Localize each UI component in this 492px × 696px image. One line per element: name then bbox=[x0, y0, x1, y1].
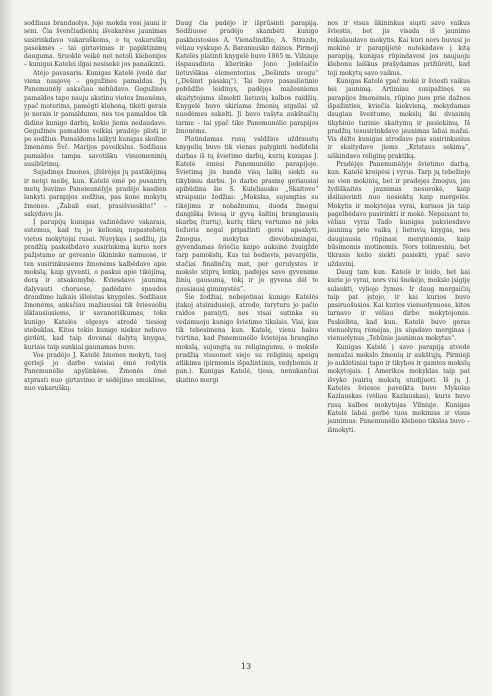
paragraph: Daug tam kun. Katelė ir leido, bet kai kurie jo vyrai, nors visi šnekėjo, mokslo įsigiję sulaukti, vyliojo žymes. Ir daug mergaičių taip pat įstojo, ir kai kurios buvo pasiruošusios. Kai kurios vienuolynuose, kitos tarnavo ir vėliau dirbo mokytojomis. Paskelbta, kad kun. Katelė buvo geras vienuolynų rėmėjas, jis siųsdavo merginas į vienuolynus „Tebūnie jaunimas mokytas“. bbox=[327, 268, 470, 343]
column-middle bbox=[176, 20, 319, 656]
paragraph: Vos pradėjo J. Katelė žmones mokyti, tuoj gerieji jo darbo vaisiai ėmė rodytis Panemunėlio apylinkėse. Žmonės ėmė atprasti nuo girtavimo ir sėdėjimo smuklėse, nuo vakaruškų. bbox=[24, 351, 167, 393]
paragraph: Platindamas rusų valdžios uždraustų knygelių buvo tik vienas palyginti nedidelis darbas iš tų švietimo darbų, kurių kunigas J. Katelė ėmėsi Panemunėlio parapijoje. Švietimą jis bandė visų laikų siekti su tikybiniu darbu. Jo darbo prasmę geriausiai apibūdina šie S. Kuleliausko „Skaitovo“ straipsnio žodžiai: „Mokslas, sujungtas su tikėjimu ir nobažnumu, duoda žmogui dangišką šviesą ir gyvą šaltinį brangiausių skarbų (turtų), kurių tikrų vertumo nė joks liežuvis negal pripažinti gerai apsakyti. Žmogus, mokytas dievobaimingai, gyvendamas šviečia kaipo auksinė žvaigždė tarp pamokslų. Kas tai bedievis, pavargėlis, stačiai finalinčių mat, per gerulystes ir mokslo stiprų lenkų, padėjęs savo gyvenime žinių gausumą, tokį ir jo gyvena dėl to gausiausį giminystės“. bbox=[175, 136, 319, 293]
paragraph: Į parapijų kunigas važinėdavo vakarais, sutemus, kad tų jo kelionių nepastebėtų vietos mokytojai rusai. Nuvykęs į sodžių, jis pradžią paskelbdavo susirinkimą kurio nors pažįstamo ar geresnio ūkininko namuose, ir ten susirinkusiems žmonėms kalbėdavo apie mokslą, kaip gyventi, o paskui apie tikėjimą, dorą ir atsakomybę. Kviesdavo jaunimą dalyvauti choruose, padėdavo spaudos draudimo laikais išleistas knygeles. Sodžiaus žmonėms, anksčiau mažiausiai tik šviesuolių išklausiusiems, ir savanoriškumas, toks kunigo Katelės elgesys atrodė tiesiog stebuklas. Kitos tokio kunigo niekur nebuvo girdėti, kad taip dovanai dalytų knygas, kuriais taip sunkiai gaunamas buvo. bbox=[24, 219, 167, 351]
paragraph: Sujudinęs žmones, įžiūrėjęs jų pastikėjimą ir netgi meilę, kun. Katelė ėmė po pusantrų metų buvimo Panemunėlyje pradėjo kasdien lankyti parapijos sodžius, pas kone mokytų žmones. „Žabali esat, prasišvieskite!“ – sakydavo jis. bbox=[24, 169, 167, 218]
text-columns bbox=[24, 20, 470, 656]
column-right bbox=[327, 20, 470, 656]
paragraph: Daug čia padėjo ir išprūsinti parapiją. Sodžiuose pradėjo skambėti kunigo paskleistosios A. Vienažindžio, A. Strazdo, vėliau vyskupo A. Baranausko dainos. Pirmoji Katelės platinti knygelė buvo 1865 m. Vilniuje išspausdinta klierinko Jono Jodelaičio lietuviškas elementorius „Dešimts uvogu“ („Dešimt pasakų“). Tai buvo pasaulietinio pobūdžio leidinys, padėjęs mažesniems skaitytojams išmokti lietuvių kalbos raidžių. Knygelė buvo skiriama žmonių atgailai už nuodėmes sukelti. Ji buvo rašyta aukštaičių tarme – tai ypač tiko Panemunėlio parapijos žmonėms. bbox=[175, 20, 319, 135]
paragraph: Pradėjęs Panemunėlyje švietimo darbą, kun. Katelė kreipėsi į vyrus. Tarp jų tebežiojo ne vien mokinių, bet ir pradėjęs žmogus, jau žydiškaitės jaunimas nesuvokė, kaip išsilaisvinti nuo nesiektų kaip mergelės. Mokytis ir mokytojas vyrai, kuriuos jis taip pagelbėdavo pasirinkti ir mokė. Nepaisant to, vėliau vyrai Tado kunigas pakviesdavo jaunimą prie vaikų į lietuvių knygas, nes daugiausia rūpinasi merginomis, kaip būsimomis motinomis. Nors tolimesniu, bet tikrasis kelio siekti pasiekti, ypač savo uždavinį. bbox=[327, 161, 470, 268]
paragraph: Kunigas Katelė ypač mokė ir šviesti vaikus bei jaunimą. Artimiau susipažinęs su parapijos žmonėmis, rūpino juos prie dažnos išpažinties, kviečia kiekvieną, mokydamas daugiau šventumo, mokslų iki dvasinių tikybinio turinio skaitymų ir pasiekimų. Iš pradžių tesusirinkdavo jaunimas labai mažai. Vis dėlto kunigas atrodavo pas susirinkusius ir skaitydavo jiems „Kristaus sekimą“, aiškindavo religinę praktiką. bbox=[327, 78, 470, 160]
column-left bbox=[24, 20, 167, 656]
paragraph: sodžiaus branduolys. Joje mokda vosi jauni ir seni. Čia švenčiadienių išvakarėse jaunimas susirinkdavo vakaruškoms, o tų vakaruškų pasekmės – tai girtavimas ir papiktinimų dauguma. Sruoklė veikė net netoli klebonijos – kunigui Katelei ilgai nesisekė jos panaikinti. bbox=[24, 20, 167, 69]
paragraph: Kunigas Katelė į savo parapiją atvedė nemažai mokslo žmonių ir aukštųjų. Pirmieji jo auklėtiniai tapo ir tikybos ir gamtos mokslų mokytojais. Į Amerikos mokyklas taip pat išvyko įvairių mokslų studijuoti. Iš jų J. Katelės šviesos paveikta buvo Mykolas Kazlauskas (vėliau Kazlauskas), kuris buvo rusų kalbos mokytojas Vilniuje. Kunigas Katelė labai gerbė tuos mokinius ir visus jaunimus: Panemunėlio klebono tikslas buvo – išmokyti. bbox=[327, 343, 470, 434]
paragraph: Šie žodžiai, nebejotinai kunigo Katelės įtakoj atsiradusieji, atrodo, taryturu jo pačio raidos paraiyti, nes visai sutinka su vedamuoju kunigo švietimo tikslais. Visi, kas tik tebesimena kun. Katelę, vienu balsu tvirtina, kad Panemunėlio švietėjas brangino mokslą, sujungtą su religingumu, o mokslo pradžią visuomet siejo su religinių apeigų atlikimu (pirmomis išpažintimis, vedybomis ir pan.). Kunigas Katelė, tiesa, nenukančiai skatino mergi bbox=[175, 293, 319, 384]
paragraph: Atėjo pavasaris. Kunigas Katelė įvedė dar viena naujovę – gegužines pamaldas. Jų Panemunėly anksčiau nebūdavo. Gegužinės pamaldos tapo nauju akstinu vietos žmonėms, ypač moterims, pamėgti kleboną, tikėti gerais jo norais ir pamaldumu, nes tos pamaldos tik didino kunigo darbų, kokio jiems nedaudavo. Gegužinės pamaldos veikiai pradėjo plisti ir po sodžius. Pamaldoms laikyti kunigas skolino žmonėms Švč. Marijos paveikslus. Sodžiaus pamaldos tampa savotišku visuomeninių susibūrimų. bbox=[24, 69, 167, 169]
paragraph: nos ir visus ūkininkus siųsti savo vaikus šviestis, bet jis visada iš jaunimo reikalaudavo mokytis. Kai kuri nors buvusi jo mokinė ir parapijietė nutekėdavo į kitą parapiją, kunigas rūpindavosi jos naujuoju klebonu laiškus prašydamas prižiūrėti, kad toji mokytų savo vaikus. bbox=[327, 20, 470, 77]
page-number: 13 bbox=[240, 662, 252, 671]
